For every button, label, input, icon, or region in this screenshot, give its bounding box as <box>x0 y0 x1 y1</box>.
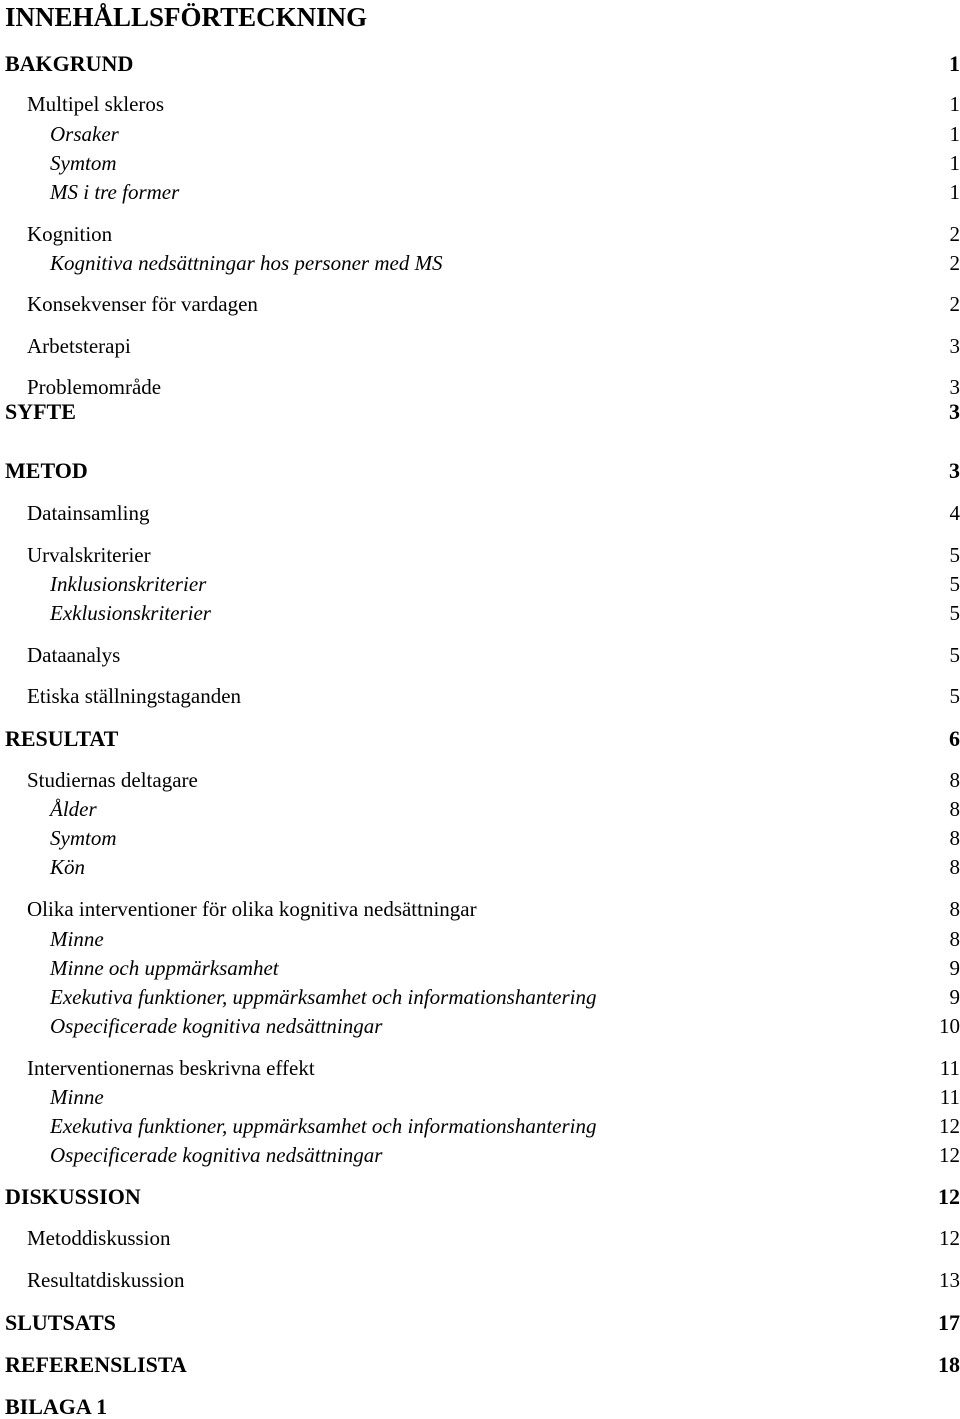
toc-entry-page-number: 5 <box>950 574 960 595</box>
toc-entry-label: Multipel skleros <box>27 94 164 115</box>
toc-entry-label: Ålder <box>50 799 97 820</box>
toc-entry-konsekvenser-for-vardagen[interactable] <box>27 294 960 315</box>
toc-entry-page-number: 12 <box>939 1116 960 1137</box>
toc-entry-label: Minne <box>50 1087 104 1108</box>
toc-entry-page-number: 2 <box>950 224 960 245</box>
toc-entry-minne[interactable] <box>50 929 960 950</box>
toc-entry-label: Studiernas deltagare <box>27 770 198 791</box>
toc-entry-metod[interactable] <box>5 460 960 482</box>
toc-entry-page-number: 9 <box>950 987 960 1008</box>
toc-entry-page-number: 8 <box>950 770 960 791</box>
toc-entry-multipel-skleros[interactable] <box>27 94 960 115</box>
toc-entry-label: BAKGRUND <box>5 53 133 75</box>
toc-entry-ospecificerade-kognitiva-nedsattningar[interactable] <box>50 1016 960 1037</box>
toc-entry-bilaga-1[interactable] <box>5 1396 960 1418</box>
toc-entry-kognitiva-nedsattningar-hos-personer-med-ms[interactable] <box>50 253 960 274</box>
toc-entry-label: Inklusionskriterier <box>50 574 206 595</box>
toc-entry-minne[interactable] <box>50 1087 960 1108</box>
toc-entry-slutsats[interactable] <box>5 1312 960 1334</box>
toc-entry-page-number: 1 <box>949 53 960 75</box>
toc-entry-label: SYFTE <box>5 401 76 423</box>
toc-entry-label: Datainsamling <box>27 503 149 524</box>
toc-entry-resultatdiskussion[interactable] <box>27 1270 960 1291</box>
toc-entry-inklusionskriterier[interactable] <box>50 574 960 595</box>
toc-entry-page-number: 13 <box>939 1270 960 1291</box>
toc-entry-minne-och-uppmarksamhet[interactable] <box>50 958 960 979</box>
toc-entry-page-number: 3 <box>949 401 960 423</box>
toc-entry-label: Etiska ställningstaganden <box>27 686 241 707</box>
toc-entry-label: Olika interventioner för olika kognitiva nedsättningar <box>27 899 477 920</box>
toc-entry-page-number: 2 <box>950 253 960 274</box>
toc-entry-label: Arbetsterapi <box>27 336 131 357</box>
toc-entry-alder[interactable] <box>50 799 960 820</box>
toc-entry-label: Kognitiva nedsättningar hos personer med MS <box>50 253 443 274</box>
toc-entry-metoddiskussion[interactable] <box>27 1228 960 1249</box>
toc-entry-page-number: 8 <box>950 828 960 849</box>
toc-entry-label: Resultatdiskussion <box>27 1270 185 1291</box>
toc-entry-label: Konsekvenser för vardagen <box>27 294 258 315</box>
toc-entry-page-number: 4 <box>950 503 960 524</box>
toc-entry-page-number: 8 <box>950 799 960 820</box>
toc-entry-diskussion[interactable] <box>5 1186 960 1208</box>
toc-entry-page-number: 5 <box>950 545 960 566</box>
toc-entry-page-number: 1 <box>950 153 960 174</box>
toc-entry-page-number: 11 <box>940 1058 960 1079</box>
toc-entry-arbetsterapi[interactable] <box>27 336 960 357</box>
toc-entry-page-number: 3 <box>950 377 960 398</box>
toc-entry-ms-i-tre-former[interactable] <box>50 182 960 203</box>
toc-entry-label: Exklusionskriterier <box>50 603 211 624</box>
toc-entry-label: REFERENSLISTA <box>5 1354 187 1376</box>
toc-entry-orsaker[interactable] <box>50 124 960 145</box>
toc-entry-label: Urvalskriterier <box>27 545 151 566</box>
toc-entry-page-number: 18 <box>938 1354 960 1376</box>
toc-entry-exklusionskriterier[interactable] <box>50 603 960 624</box>
toc-entry-label: DISKUSSION <box>5 1186 141 1208</box>
toc-entry-label: Problemområde <box>27 377 161 398</box>
toc-entry-bakgrund[interactable] <box>5 53 960 75</box>
toc-entry-page-number: 12 <box>939 1228 960 1249</box>
toc-entry-page-number: 12 <box>939 1145 960 1166</box>
toc-entry-page-number: 3 <box>949 460 960 482</box>
toc-entry-syfte[interactable] <box>5 401 960 423</box>
toc-entry-label: BILAGA 1 <box>5 1396 107 1418</box>
toc-entry-referenslista[interactable] <box>5 1354 960 1376</box>
toc-entry-label: SLUTSATS <box>5 1312 116 1334</box>
toc-entry-label: Orsaker <box>50 124 119 145</box>
toc-entry-page-number: 6 <box>949 728 960 750</box>
toc-entry-label: Kön <box>50 857 85 878</box>
toc-entry-kon[interactable] <box>50 857 960 878</box>
toc-entry-label: Exekutiva funktioner, uppmärksamhet och informationshantering <box>50 987 597 1008</box>
toc-entry-ospecificerade-kognitiva-nedsattningar[interactable] <box>50 1145 960 1166</box>
toc-entry-page-number: 11 <box>940 1087 960 1108</box>
toc-entry-label: Metoddiskussion <box>27 1228 171 1249</box>
toc-entry-page-number: 5 <box>950 686 960 707</box>
toc-entry-page-number: 9 <box>950 958 960 979</box>
toc-entry-etiska-stallningstaganden[interactable] <box>27 686 960 707</box>
toc-entry-label: Minne <box>50 929 104 950</box>
toc-entry-label: RESULTAT <box>5 728 118 750</box>
toc-entry-interventionernas-beskrivna-effekt[interactable] <box>27 1058 960 1079</box>
toc-entry-kognition[interactable] <box>27 224 960 245</box>
toc-entry-resultat[interactable] <box>5 728 960 750</box>
toc-entry-label: Symtom <box>50 153 117 174</box>
toc-entry-symtom[interactable] <box>50 153 960 174</box>
toc-entry-page-number: 5 <box>950 603 960 624</box>
toc-entry-page-number: 5 <box>950 645 960 666</box>
toc-entry-page-number: 1 <box>950 124 960 145</box>
toc-entry-exekutiva-funktioner-uppmarksamhet-och-informationshantering[interactable] <box>50 987 960 1008</box>
page-title: INNEHÅLLSFÖRTECKNING <box>5 2 367 33</box>
toc-entry-label: Minne och uppmärksamhet <box>50 958 279 979</box>
toc-entry-page-number: 10 <box>939 1016 960 1037</box>
toc-entry-problemomrade[interactable] <box>27 377 960 398</box>
toc-entry-datainsamling[interactable] <box>27 503 960 524</box>
toc-entry-studiernas-deltagare[interactable] <box>27 770 960 791</box>
toc-entry-page-number: 3 <box>950 336 960 357</box>
toc-entry-page-number: 8 <box>950 929 960 950</box>
toc-entry-exekutiva-funktioner-uppmarksamhet-och-informationshantering[interactable] <box>50 1116 960 1137</box>
toc-entry-page-number: 2 <box>950 294 960 315</box>
toc-entry-label: Dataanalys <box>27 645 120 666</box>
toc-entry-dataanalys[interactable] <box>27 645 960 666</box>
toc-entry-page-number: 1 <box>950 182 960 203</box>
toc-entry-label: Exekutiva funktioner, uppmärksamhet och informationshantering <box>50 1116 597 1137</box>
toc-entry-label: Interventionernas beskrivna effekt <box>27 1058 315 1079</box>
toc-entry-page-number: 8 <box>950 899 960 920</box>
toc-entry-label: Ospecificerade kognitiva nedsättningar <box>50 1145 382 1166</box>
toc-entry-label: METOD <box>5 460 88 482</box>
toc-entry-symtom[interactable] <box>50 828 960 849</box>
toc-entry-page-number: 12 <box>938 1186 960 1208</box>
toc-entry-label: Ospecificerade kognitiva nedsättningar <box>50 1016 382 1037</box>
toc-entry-label: Kognition <box>27 224 112 245</box>
toc-entry-urvalskriterier[interactable] <box>27 545 960 566</box>
toc-entry-label: Symtom <box>50 828 117 849</box>
toc-entry-page-number: 8 <box>950 857 960 878</box>
toc-entry-olika-interventioner-for-olika-kognitiva-nedsattningar[interactable] <box>27 899 960 920</box>
toc-entry-page-number: 1 <box>950 94 960 115</box>
toc-entry-label: MS i tre former <box>50 182 179 203</box>
toc-entry-page-number: 17 <box>938 1312 960 1334</box>
